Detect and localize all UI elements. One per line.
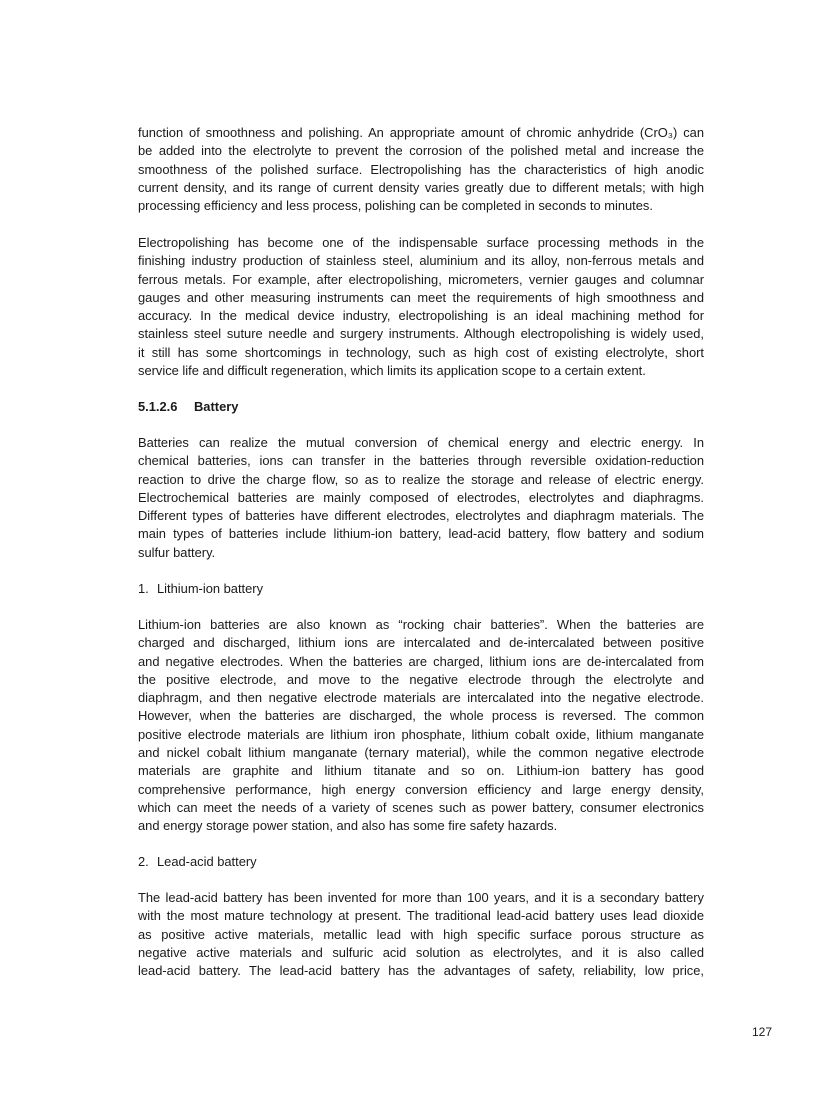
subheading-number: 2. [138,854,149,869]
text-line: chemical batteries, ions can transfer in the batteries through reversible oxidation-reduction [138,453,704,469]
text-line: Batteries can realize the mutual conversion of chemical energy and electric energy. In [138,435,704,450]
text-line: negative active materials and sulfuric acid solution as electrolytes, and it is also called [138,944,704,960]
section-title: Battery [194,399,239,414]
text-line: Different types of batteries have different electrodes, electrolytes and diaphragm materials. The [138,508,704,524]
subheading-title: Lead-acid battery [157,854,257,869]
text-line: sulfur battery. [138,544,216,560]
paragraph-1 [138,124,704,215]
subheading-title: Lithium-ion battery [157,581,264,596]
text-line: reaction to drive the charge flow, so as to realize the storage and release of electric energy. [138,471,704,487]
text-line: stainless steel suture needle and surgery instruments. Although electropolishing is widely used, [138,326,704,342]
text-line: and negative electrodes. When the batteries are charged, lithium ions are de-intercalated from [138,653,704,669]
text-line: materials are graphite and lithium titanate and so on. Lithium-ion battery has good [138,763,704,779]
text-line: gauges and other measuring instruments can meet the requirements of high smoothness and [138,289,704,305]
text-line: comprehensive performance, high energy conversion efficiency and large energy density, [138,781,704,797]
paragraph-5 [138,889,704,980]
section-number: 5.1.2.6 [138,399,178,414]
text-line: finishing industry production of stainless steel, aluminium and its alloy, non-ferrous metals and [138,253,704,269]
text-line: function of smoothness and polishing. An appropriate amount of chromic anhydride (CrO₃) can [138,125,704,140]
subheading-lithium-ion [138,580,263,598]
text-line: it still has some shortcomings in technology, such as high cost of existing electrolyte, short [138,344,704,360]
text-line: as positive active materials, metallic lead with high specific surface porous structure as [138,926,704,942]
text-line: positive electrode materials are lithium iron phosphate, lithium cobalt oxide, lithium manganate [138,726,704,742]
page-number: 127 [752,1025,773,1039]
text-line: Electropolishing has become one of the indispensable surface processing methods in the [138,235,704,250]
text-line: smoothness of the polished surface. Electropolishing has the characteristics of high anodic [138,161,704,177]
text-line: processing efficiency and less process, polishing can be completed in seconds to minutes. [138,198,653,214]
text-line: with the most mature technology at present. The traditional lead-acid battery uses lead dioxide [138,908,704,924]
text-line: which can meet the needs of a variety of scenes such as power battery, consumer electronics [138,799,704,815]
text-line: the positive electrode, and move to the negative electrode through the electrolyte and [138,671,704,687]
text-line: accuracy. In the medical device industry, electropolishing is an ideal machining method for [138,308,704,324]
subheading-lead-acid [138,853,257,871]
text-line: diaphragm, and then negative electrode materials are intercalated into the negative electrode. [138,690,704,706]
paragraph-2 [138,234,704,380]
section-heading [138,398,238,416]
text-line: current density, and its range of current density varies greatly due to different metals; with high [138,179,704,195]
text-line: and energy storage power station, and also has some fire safety hazards. [138,818,558,834]
text-line: and nickel cobalt lithium manganate (ternary material), while the common negative electrode [138,745,704,761]
paragraph-3 [138,434,704,562]
text-line: Electrochemical batteries are mainly composed of electrodes, electrolytes and diaphragms. [138,489,704,505]
text-line: lead-acid battery. The lead-acid battery has the advantages of safety, reliability, low price, [138,963,704,979]
text-line: be added into the electrolyte to prevent the corrosion of the polished metal and increase the [138,143,704,159]
text-line: main types of batteries include lithium-ion battery, lead-acid battery, flow battery and sodium [138,526,704,542]
text-line: Lithium-ion batteries are also known as “rocking chair batteries”. When the batteries are [138,617,704,632]
text-line: ferrous metals. For example, after electropolishing, micrometers, vernier gauges and columnar [138,271,704,287]
paragraph-4 [138,616,704,836]
text-line: However, when the batteries are discharged, the whole process is reversed. The common [138,708,704,724]
text-line: The lead-acid battery has been invented for more than 100 years, and it is a secondary battery [138,890,704,905]
subheading-number: 1. [138,581,149,596]
text-line: charged and discharged, lithium ions are intercalated and de-intercalated between positive [138,635,704,651]
text-line: service life and difficult regeneration, which limits its application scope to a certain extent. [138,363,646,379]
